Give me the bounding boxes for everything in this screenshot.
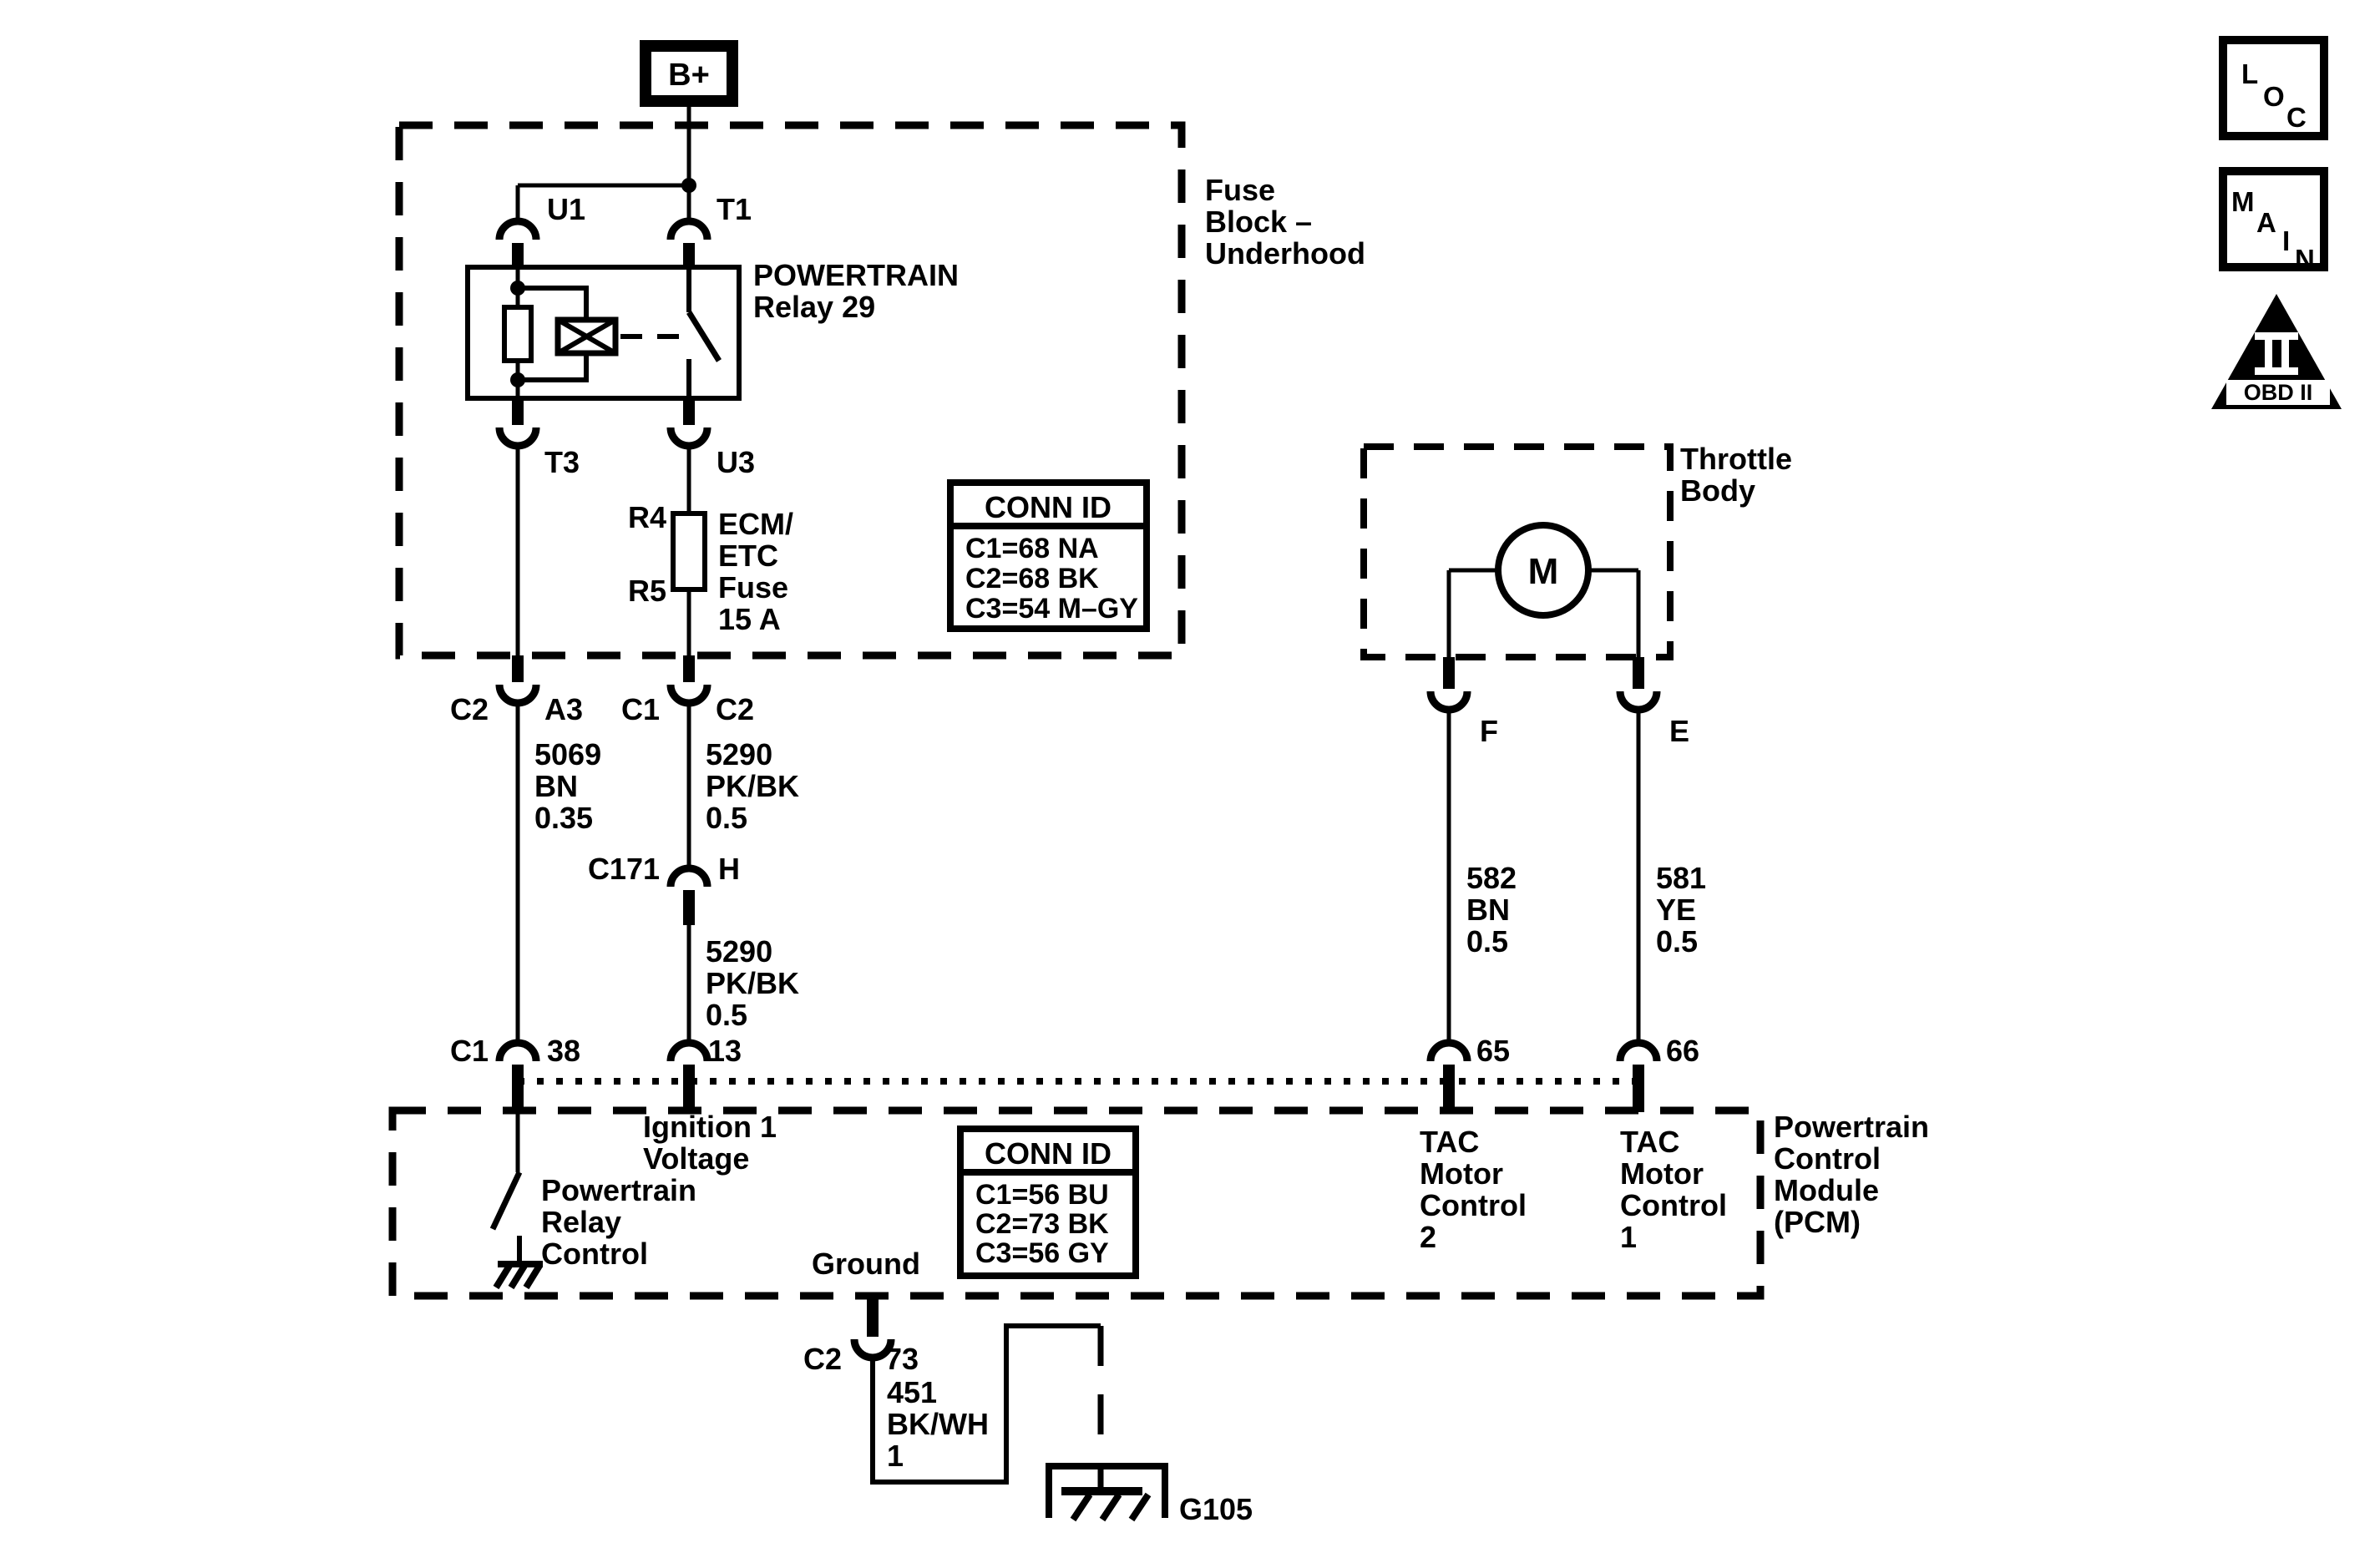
tac2-line3: Control [1420, 1188, 1527, 1222]
conn-id-1-row3: C3=54 M–GY [965, 593, 1138, 625]
throttle-body-title [1680, 442, 1792, 508]
wire-label-5290-lower [706, 934, 799, 1032]
conn-id-2-row3: C3=56 GY [975, 1237, 1109, 1269]
tac1-line1: TAC [1620, 1125, 1680, 1159]
pcm-title-line4: (PCM) [1774, 1205, 1861, 1239]
loc-badge [2223, 40, 2324, 136]
relay-control-label-line1: Powertrain [541, 1173, 697, 1207]
obd2-pillar-left [2265, 338, 2272, 369]
terminal-fuseblock-a3 [499, 685, 536, 703]
ecm-etc-fuse [628, 500, 793, 636]
terminal-pin65 [1431, 1043, 1467, 1061]
conn-label-c2-right: C2 [716, 692, 755, 726]
pin-label-13: 13 [708, 1034, 742, 1068]
terminal-pin38 [499, 1043, 536, 1061]
main-letter-a: A [2256, 207, 2276, 238]
wire-451-circuit: 451 [887, 1375, 938, 1409]
fuse-label-line1: ECM/ [718, 507, 793, 541]
pin-label-73: 73 [885, 1342, 919, 1376]
terminal-t1 [671, 221, 707, 240]
conn-id-2-row1: C1=56 BU [975, 1179, 1109, 1211]
bplus-label: B+ [668, 58, 710, 93]
wire-label-581 [1656, 861, 1706, 959]
wire-581-color: YE [1656, 893, 1697, 927]
pcm-tac1-label [1620, 1125, 1727, 1254]
throttle-title-line2: Body [1680, 473, 1755, 508]
loc-letter-c: C [2286, 102, 2307, 133]
main-badge [2223, 171, 2324, 275]
fuse-block-title-line2: Block – [1205, 205, 1313, 239]
wire-451-color: BK/WH [887, 1407, 989, 1441]
obd2-badge [2211, 294, 2342, 409]
fuse-pin-r5: R5 [627, 574, 666, 608]
g105-label: G105 [1179, 1492, 1253, 1526]
conn-label-c1-pcm: C1 [449, 1034, 489, 1068]
wire-451-size: 1 [887, 1439, 904, 1473]
fuse-label-line2: ETC [718, 539, 778, 573]
relay-switch-blade [689, 312, 719, 361]
fuse-block-title-line1: Fuse [1205, 173, 1276, 207]
pcm-ignition-label [643, 1110, 777, 1176]
tac1-line2: Motor [1620, 1156, 1704, 1191]
wire-581-size: 0.5 [1656, 924, 1699, 959]
conn-id-table-fuse-block [950, 483, 1147, 629]
obd2-pillar-top [2255, 332, 2298, 340]
wire-582-color: BN [1466, 893, 1510, 927]
pin-label-u1: U1 [547, 192, 586, 226]
relay-coil-loop-top [518, 288, 586, 320]
wire-5290u-color: PK/BK [706, 769, 800, 803]
fuse-block-title-line3: Underhood [1205, 236, 1365, 271]
conn-label-c2-ground: C2 [803, 1342, 842, 1376]
pin-label-t1: T1 [717, 192, 752, 226]
wire-5290u-size: 0.5 [706, 801, 748, 835]
pcm-driver-switch-blade [493, 1172, 519, 1229]
relay-control-label-line3: Control [541, 1237, 648, 1271]
ignition-label-line1: Ignition 1 [643, 1110, 777, 1144]
loc-letter-o: O [2263, 81, 2285, 112]
relay-resistor [504, 307, 531, 361]
pin-label-f: F [1480, 714, 1498, 748]
throttle-motor-label: M [1527, 551, 1559, 592]
battery-positive-terminal [640, 40, 738, 107]
tac2-line2: Motor [1420, 1156, 1503, 1191]
relay-name-line2: Relay 29 [753, 290, 876, 324]
fuse-pin-r4: R4 [627, 500, 666, 534]
terminal-u1 [499, 221, 536, 240]
conn-id-2-row2: C2=73 BK [975, 1208, 1109, 1240]
fuse-element [673, 513, 705, 589]
pcm-chassis-ground-slash2 [511, 1266, 524, 1287]
wire-581-circuit: 581 [1656, 861, 1707, 895]
main-letter-n: N [2295, 244, 2315, 275]
terminal-fuseblock-c2 [671, 685, 707, 703]
obd2-label: OBD II [2243, 380, 2313, 405]
ignition-label-line2: Voltage [643, 1141, 750, 1176]
relay-control-label-line2: Relay [541, 1205, 622, 1239]
tac2-line4: 2 [1420, 1220, 1437, 1254]
pin-label-e: E [1669, 714, 1690, 748]
wire-label-5069 [534, 737, 601, 835]
fuse-label-line3: Fuse [718, 570, 789, 604]
pcm-title-line2: Control [1774, 1141, 1881, 1176]
pcm-title-line3: Module [1774, 1173, 1879, 1207]
junction-dot-bplus [681, 178, 696, 193]
conn-id-table-pcm [960, 1129, 1136, 1276]
conn-id-1-row2: C2=68 BK [965, 563, 1099, 594]
terminal-u3 [671, 427, 707, 446]
wire-5290l-size: 0.5 [706, 998, 748, 1032]
wire-5069-size: 0.35 [534, 801, 594, 835]
g105-slash3 [1132, 1495, 1148, 1520]
pcm-tac2-label [1420, 1125, 1527, 1254]
loc-letter-l: L [2241, 58, 2259, 89]
obd2-pillar-right [2281, 338, 2289, 369]
pcm-ground-label: Ground [812, 1247, 920, 1281]
wire-5290l-color: PK/BK [706, 966, 800, 1000]
fuse-block-title [1205, 173, 1365, 271]
tac1-line4: 1 [1620, 1220, 1638, 1254]
pcm-chassis-ground-slash1 [496, 1266, 509, 1287]
terminal-pin13 [671, 1043, 707, 1061]
conn-id-1-row1: C1=68 NA [965, 533, 1099, 564]
wire-5069-color: BN [534, 769, 578, 803]
wire-5290l-circuit: 5290 [706, 934, 773, 969]
terminal-c171-h [671, 868, 707, 887]
pin-label-h: H [718, 852, 740, 886]
wire-582-circuit: 582 [1466, 861, 1517, 895]
pin-label-a3: A3 [544, 692, 584, 726]
pin-label-65: 65 [1476, 1034, 1511, 1068]
terminal-e [1620, 691, 1657, 710]
tac1-line3: Control [1620, 1188, 1727, 1222]
obd2-pillar-bottom [2255, 367, 2298, 375]
pcm-title-line1: Powertrain [1774, 1110, 1930, 1144]
pin-label-38: 38 [547, 1034, 581, 1068]
wire-label-5290-upper [706, 737, 799, 835]
terminal-pin66 [1620, 1043, 1657, 1061]
terminal-t3 [499, 427, 536, 446]
pcm-title [1774, 1110, 1929, 1239]
pin-label-t3: T3 [544, 445, 580, 479]
conn-label-c2-left: C2 [449, 692, 489, 726]
g105-ground-symbol [1049, 1466, 1253, 1526]
powertrain-relay [468, 258, 959, 398]
wire-5069-circuit: 5069 [534, 737, 602, 771]
tac2-line1: TAC [1420, 1125, 1480, 1159]
conn-id-1-title: CONN ID [985, 490, 1112, 524]
g105-slash2 [1102, 1495, 1119, 1520]
wire-label-451 [887, 1375, 989, 1473]
wire-5290u-circuit: 5290 [706, 737, 773, 771]
terminal-f [1431, 691, 1467, 710]
main-letter-i: I [2282, 225, 2291, 256]
wire-label-582 [1466, 861, 1517, 959]
pin-label-u3: U3 [717, 445, 756, 479]
conn-label-c171: C171 [587, 852, 660, 886]
pcm-chassis-ground-slash3 [526, 1266, 539, 1287]
throttle-title-line1: Throttle [1680, 442, 1792, 476]
wire-582-size: 0.5 [1466, 924, 1509, 959]
conn-id-2-title: CONN ID [985, 1136, 1112, 1171]
g105-slash1 [1073, 1495, 1090, 1520]
relay-coil-loop-bottom [518, 353, 586, 380]
conn-label-c1-right: C1 [620, 692, 660, 726]
main-letter-m: M [2231, 186, 2255, 217]
relay-name-line1: POWERTRAIN [753, 258, 959, 292]
pin-label-66: 66 [1666, 1034, 1700, 1068]
fuse-label-line4: 15 A [718, 602, 781, 636]
